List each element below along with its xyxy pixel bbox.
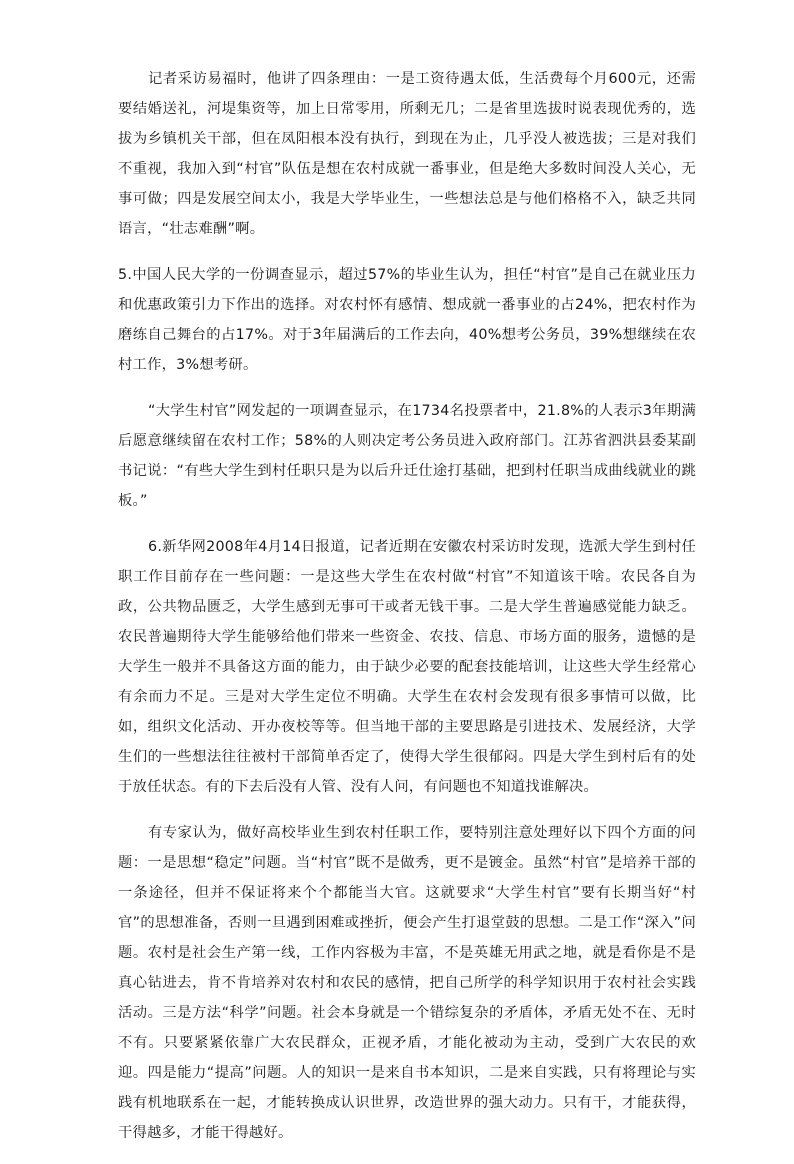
paragraph-xinhua-report: 6.新华网2008年4月14日报道，记者近期在安徽农村采访时发现，选派大学生到村任职工作目前存在一些问题：一是这些大学生在农村做“村官”不知道该干啥。农民各自为政，公共物品匮乏，大学生感到无事可干或者无钱干事。二是大学生普遍感觉能力缺乏。农民普遍期待大学生能够给他们带来一些资金、农技、信息、市场方面的服务，遗憾的是大学生一般并不具备这方面的能力，由于缺少必要的配套技能培训，让这些大学生经常心有余而力不足。三是对大学生定位不明确。大学生在农村会发现有很多事情可以做，比如，组织文化活动、开办夜校等等。但当地干部的主要思路是引进技术、发展经济，大学生们的一些想法往往被村干部简单否定了，使得大学生很郁闷。四是大学生到村后有的处于放任状态。有的下去后没有人管、没有人问，有问题也不知道找谁解决。 bbox=[118, 539, 696, 795]
paragraph-expert-opinion: 有专家认为，做好高校毕业生到农村任职工作，要特别注意处理好以下四个方面的问题：一是思想“稳定”问题。当“村官”既不是做秀，更不是镀金。虽然“村官”是培养干部的一条途径，但并不保证将来个个都能当大官。这就要求“大学生村官”要有长期当好“村官”的思想准备，否则一旦遇到困难或挫折，便会产生打退堂鼓的思想。二是工作“深入”问题。农村是社会生产第一线，工作内容极为丰富，不是英雄无用武之地，就是看你是不是真心钻进去，肯不肯培养对农村和农民的感情，把自己所学的科学知识用于农村社会实践活动。三是方法“科学”问题。社会本身就是一个错综复杂的矛盾体，矛盾无处不在、无时不有。只要紧紧依靠广大农民群众，正视矛盾，才能化被动为主动，受到广大农民的欢迎。四是能力“提高”问题。人的知识一是来自书本知识，二是来自实践，只有将理论与实践有机地联系在一起，才能转换成认识世界，改造世界的强大动力。只有干，才能获得，干得越多，才能干得越好。 bbox=[118, 825, 696, 1141]
paragraph-survey-online: “大学生村官”网发起的一项调查显示，在1734名投票者中，21.8%的人表示3年期满后愿意继续留在农村工作；58%的人则决定考公务员进入政府部门。江苏省泗洪县委某副书记说：“有些大学生到村任职只是为以后升迁仕途打基础，把到村任职当成曲线就业的跳板。” bbox=[118, 403, 696, 509]
paragraph-survey-renmin: 5.中国人民大学的一份调查显示，超过57%的毕业生认为，担任“村官”是自己在就业压力和优惠政策引力下作出的选择。对农村怀有感情、想成就一番事业的占24%，把农村作为磨练自己舞台的占17%。对于3年届满后的工作去向，40%想考公务员，39%想继续在农村工作，3%想考研。 bbox=[118, 267, 696, 373]
paragraph-reasons: 记者采访易福时，他讲了四条理由：一是工资待遇太低，生活费每个月600元，还需要结婚送礼，河堤集资等，加上日常零用，所剩无几；二是省里选拔时说表现优秀的，选拔为乡镇机关干部，但在凤阳根本没有执行，到现在为止，几乎没人被选拔；三是对我们不重视，我加入到“村官”队伍是想在农村成就一番事业，但是绝大多数时间没人关心，无事可做；四是发展空间太小，我是大学毕业生，一些想法总是与他们格格不入，缺乏共同语言，“壮志难酬”啊。 bbox=[118, 71, 696, 237]
document-page bbox=[118, 64, 696, 1164]
